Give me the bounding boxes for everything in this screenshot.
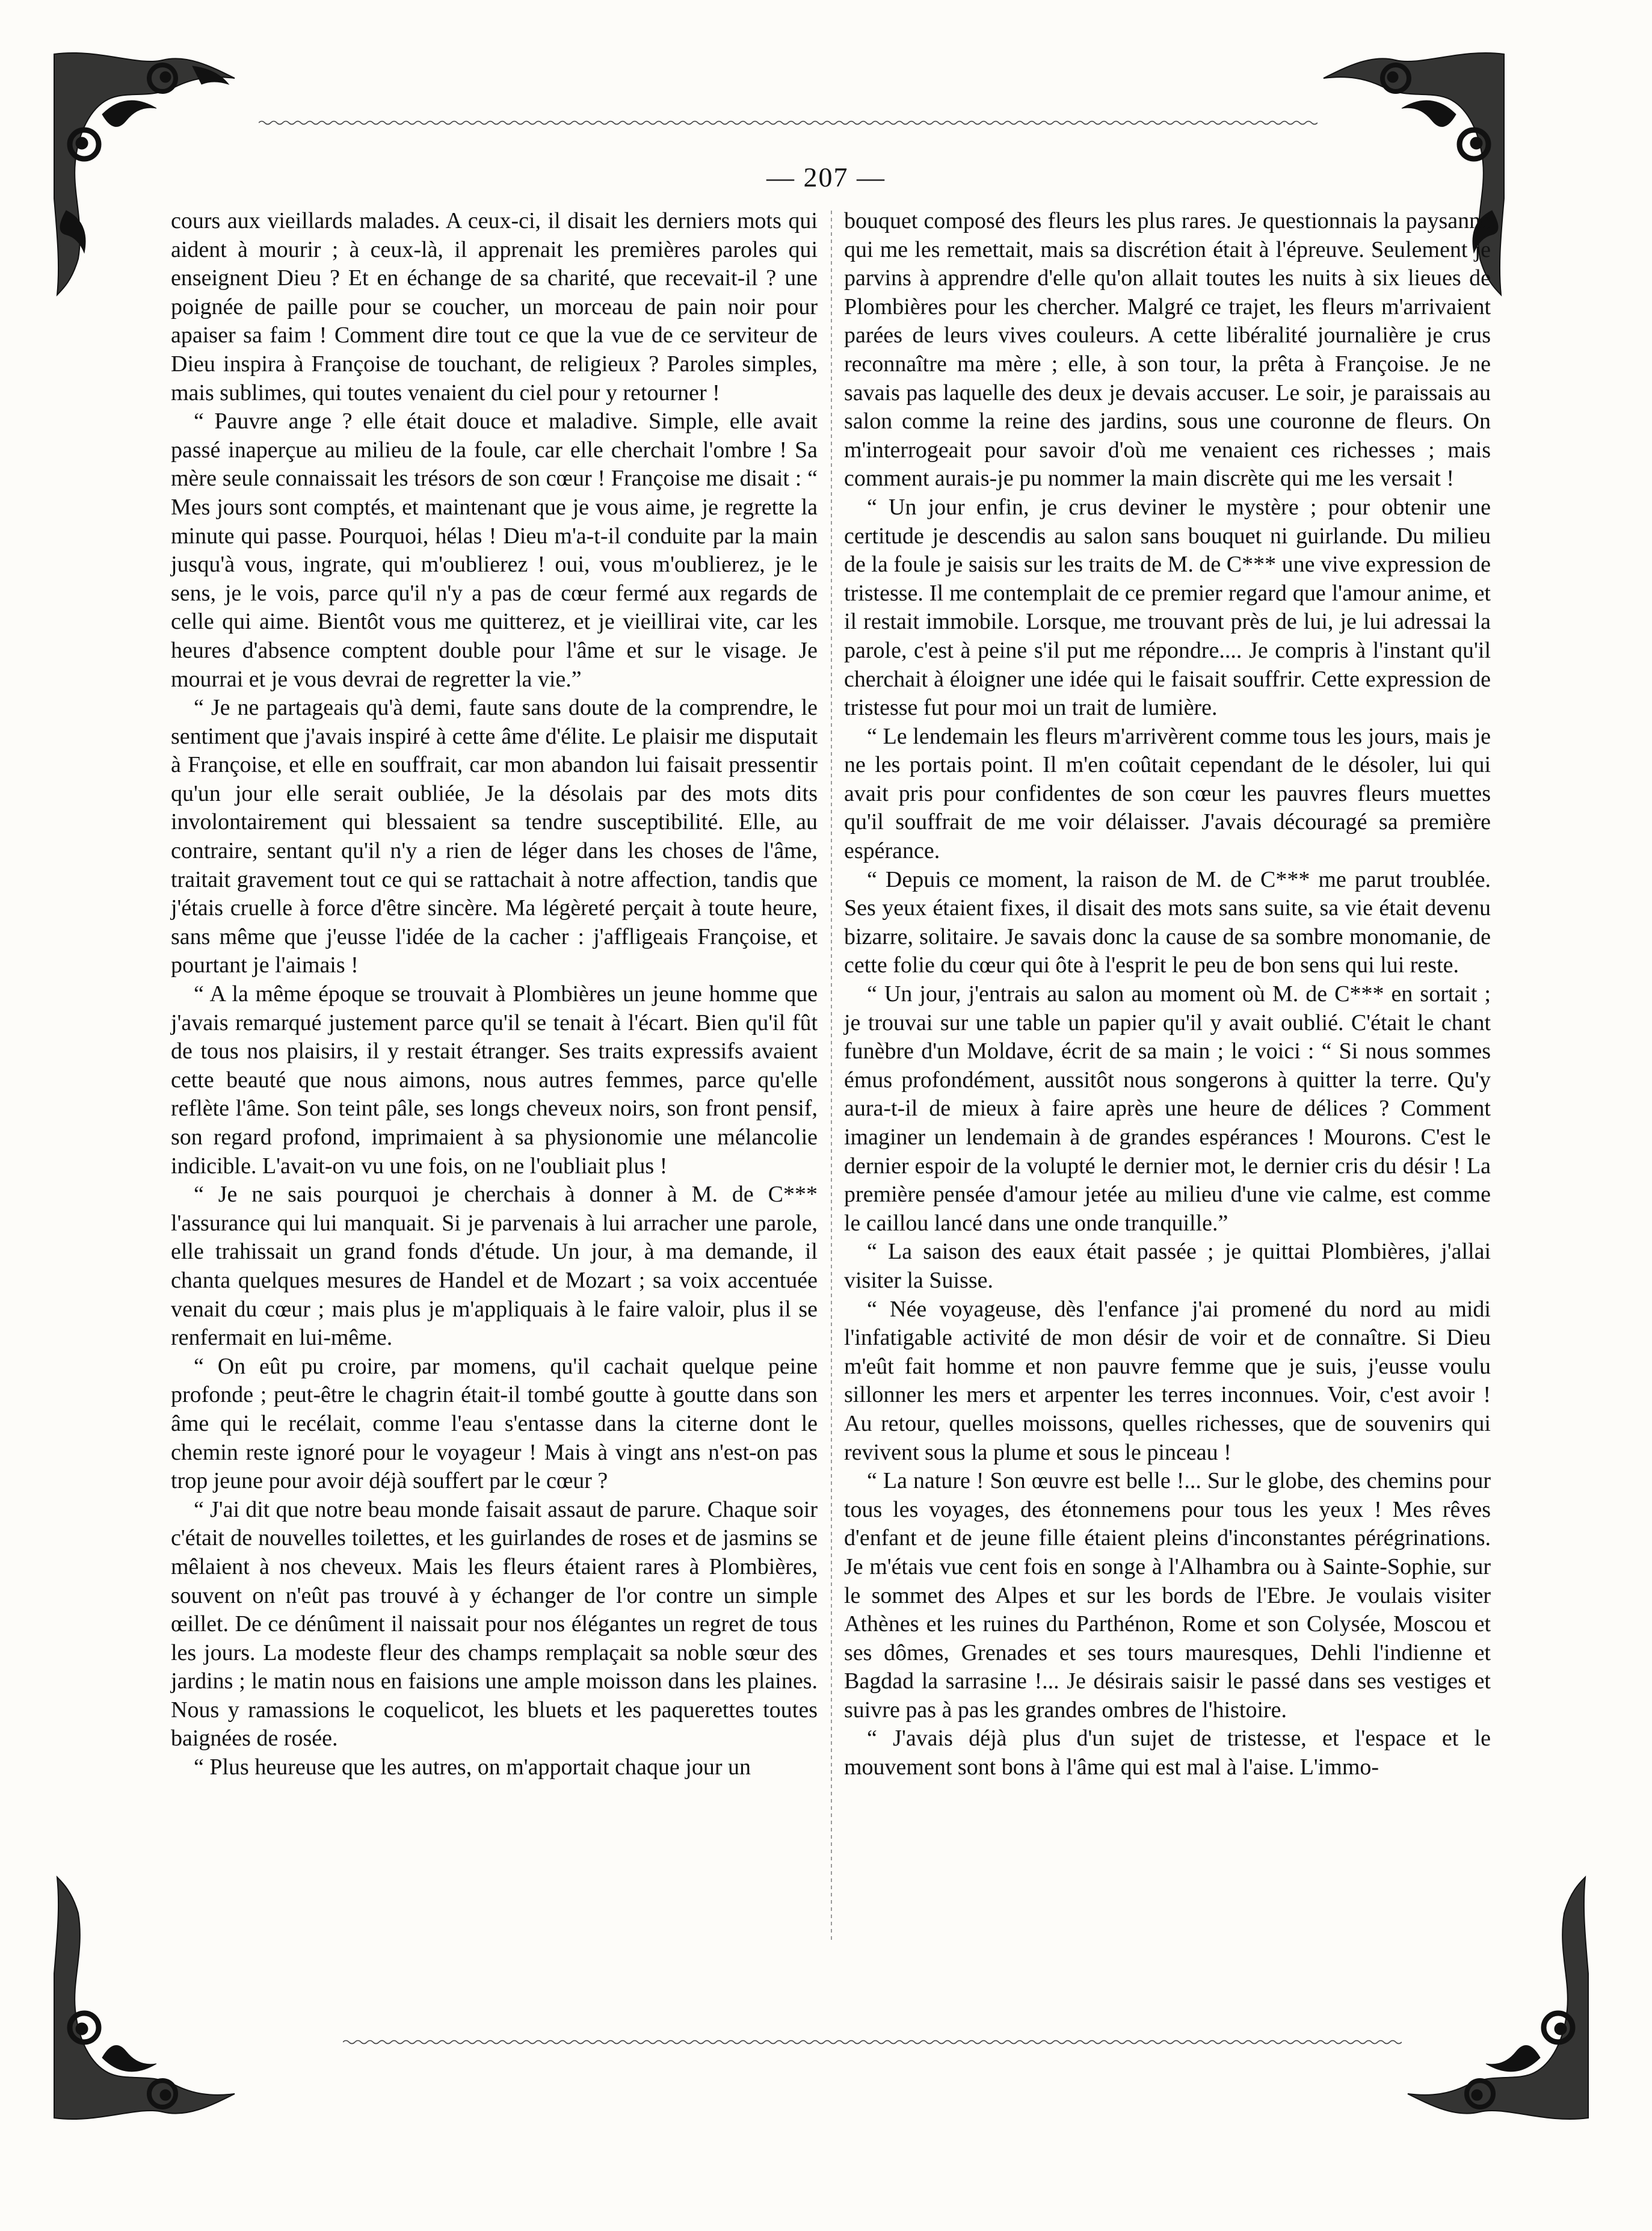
paragraph: “ Plus heureuse que les autres, on m'apportait chaque jour un	[194, 1754, 751, 1780]
paragraph: “ Depuis ce moment, la raison de M. de C*** me parut troublée. Ses yeux étaient fixes, il disait des mots sans suite, sa vie était devenu bizarre, solitaire. Je savais donc la cause de sa sombre monomanie, de cette folie du cœur qui ôte à l'esprit le peu de bon sens qui lui reste.	[844, 866, 1491, 978]
paragraph: bouquet composé des fleurs les plus rares. Je questionnais la paysanne qui me les remettait, mais sa discrétion était à l'épreuve. Seulement je parvins à apprendre d'elle qu'on allait toutes les nuits à six lieues de Plombières pour les chercher. Malgré ce trajet, les fleurs m'arrivaient parées de leurs vives couleurs. A cette libéralité journalière je crus reconnaître ma mère ; elle, à son tour, la prêta à Françoise. Je ne savais pas laquelle des deux je devais accuser. Le soir, je paraissais au salon comme la reine des jardins, sous une couronne de fleurs. On m'interrogeait pour savoir d'où me venaient ces richesses ; mais comment aurais-je pu nommer la main discrète qui me les versait !	[844, 208, 1491, 492]
page-number: — 207 —	[766, 162, 886, 193]
paragraph: “ Le lendemain les fleurs m'arrivèrent comme tous les jours, mais je ne les portais point. Il m'en coûtait cependant de le désoler, lui qui avait pris pour confidentes de son cœur les pauvres fleurs muettes qu'il souffrait de me voir délaisser. J'avais découragé sa première espérance.	[844, 723, 1491, 864]
paragraph: “ La nature ! Son œuvre est belle !... Sur le globe, des chemins pour tous les voyages, des étonnemens pour tous les yeux ! Mes rêves d'enfant et de jeune fille étaient pleins d'inconstantes pérégrinations. Je m'étais vue cent fois en songe à l'Alhambra ou à Sainte-Sophie, sur le sommet des Alpes et sur les bords de l'Ebre. Je voulais visiter Athènes et les ruines du Parthénon, Rome et son Colysée, Moscou et ses dômes, Grenades et ses tours mauresques, Dehli l'indienne et Bagdad la sarrasine !... Je désirais saisir le passé dans ses vestiges et suivre pas à pas les grandes ombres de l'histoire.	[844, 1468, 1491, 1723]
paragraph: “ On eût pu croire, par momens, qu'il cachait quelque peine profonde ; peut-être le chagrin était-il tombé goutte à goutte dans son âme qui le recélait, comme l'eau s'entasse dans la citerne dont le chemin reste ignoré pour le voyageur ! Mais à vingt ans n'est-on pas trop jeune pour avoir déjà souffert par le cœur ?	[171, 1353, 818, 1494]
paragraph: “ La saison des eaux était passée ; je quittai Plombières, j'allai visiter la Suisse.	[844, 1239, 1491, 1293]
paragraph: cours aux vieillards malades. A ceux-ci, il disait les derniers mots qui aident à mourir ; à ceux-là, il apprenait les premières paroles qui enseignent Dieu ? Et en échange de sa charité, que recevait-il ? une poignée de paille pour se coucher, un morceau de pain noir pour apaiser sa faim ! Comment dire tout ce que la vue de ce serviteur de Dieu inspira à Françoise de touchant, de religieux ? Paroles simples, mais sublimes, qui toutes venaient du ciel pour y retourner !	[171, 208, 818, 406]
paragraph: “ Un jour enfin, je crus deviner le mystère ; pour obtenir une certitude je descendis au salon sans bouquet ni guirlande. Du milieu de la foule je saisis sur les traits de M. de C*** une vive expression de tristesse. Il me contemplait de ce premier regard que l'amour anime, et il restait immobile. Lorsque, me trouvant près de lui, je lui adressai la parole, c'est à peine s'il put me répondre.... Je compris à l'instant qu'il cherchait à éloigner une idée qui le faisait souffrir. Cette expression de tristesse fut pour moi un trait de lumière.	[844, 494, 1491, 721]
paragraph: “ Un jour, j'entrais au salon au moment où M. de C*** en sortait ; je trouvai sur une table un papier qu'il y avait oublié. C'était le chant funèbre d'un Moldave, écrit de sa main ; le voici : “ Si nous sommes émus profondément, aussitôt nous songerons à quitter la terre. Qu'y aura-t-il de mieux à faire après une heure de délices ? Comment imaginer un lendemain à de grandes espérances ! Mourons. C'est le dernier espoir de la volupté le dernier mot, le dernier cris du désir ! La première pensée d'amour jetée au milieu d'une vie calme, est comme le caillou lancé dans une onde tranquille.”	[844, 981, 1491, 1236]
paragraph: “ J'ai dit que notre beau monde faisait assaut de parure. Chaque soir c'était de nouvelles toilettes, et les guirlandes de roses et de jasmins se mêlaient à nos cheveux. Mais les fleurs étaient rares à Plombières, souvent on n'eût pas trouvé à y échanger de l'or contre un simple œillet. De ce dénûment il naissait pour nos élégantes un regret de tous les jours. La modeste fleur des champs remplaçait sa noble sœur des jardins ; le matin nous en faisions une ample moisson dans les plaines. Nous y ramassions le coquelicot, les bluets et les paquerettes toutes baignées de rosée.	[171, 1496, 818, 1751]
top-decorative-rule	[259, 119, 1318, 126]
paragraph: “ Je ne partageais qu'à demi, faute sans doute de la comprendre, le sentiment que j'avais inspiré à cette âme d'élite. Le plaisir me disputait à Françoise, et elle en souffrait, car mon abandon lui faisait pressentir qu'un jour elle serait oubliée, Je la désolais par des mots dits involontairement qui blessaient sa tendre susceptibilité. Elle, au contraire, sentant qu'il n'y a rien de léger dans les choses de l'âme, traitait gravement tout ce qui se rattachait à notre affection, tandis que j'étais cruelle à force d'être sincère. Ma légèreté perçait à toute heure, sans même que j'eusse l'idée de la cacher : j'affligeais Françoise, et pourtant je l'aimais !	[171, 695, 818, 978]
paragraph: “ Née voyageuse, dès l'enfance j'ai promené du nord au midi l'infatigable activité de mon désir de voir et de connaître. Si Dieu m'eût fait homme et non pauvre femme que je suis, j'eusse voulu sillonner les mers et arpenter les terres inconnues. Voir, c'est avoir ! Au retour, quelles moissons, quelles richesses, que de souvenirs qui revivent sous la plume et sous le pinceau !	[844, 1296, 1491, 1465]
corner-ornament-bottom-right-icon	[1396, 1871, 1600, 2130]
paragraph: “ Je ne sais pourquoi je cherchais à donner à M. de C*** l'assurance qui lui manquait. Si je parvenais à lui arracher une parole, elle trahissait un grand fonds d'étude. Un jour, à ma demande, il chanta quelques mesures de Handel et de Mozart ; sa voix accentuée venait du cœur ; mais plus je m'appliquais à le faire valoir, plus il se renfermait en lui-même.	[171, 1182, 818, 1351]
bottom-decorative-rule	[343, 2038, 1402, 2046]
paragraph: “ Pauvre ange ? elle était douce et maladive. Simple, elle avait passé inaperçue au milieu de la foule, car elle cherchait l'ombre ! Sa mère seule connaissait les trésors de son cœur ! Françoise me disait : “ Mes jours sont comptés, et maintenant que je vous aime, je regrette la minute qui passe. Pourquoi, hélas ! Dieu m'a-t-il conduite par la main jusqu'à vous, ingrate, qui m'oublierez ! oui, vous m'oublierez, je le sens, je le vois, parce qu'il n'y a pas de cœur fermé aux regards de celle qui aime. Bientôt vous me quitterez, et je vieillirai vite, car les heures d'absence comptent double pour l'âme et sur le visage. Je mourrai et je vous devrai de regretter la vie.”	[171, 409, 818, 692]
column-divider	[831, 211, 832, 1943]
corner-ornament-bottom-left-icon	[42, 1871, 247, 2130]
left-column	[171, 207, 818, 1782]
right-column	[844, 207, 1491, 1782]
paragraph: “ J'avais déjà plus d'un sujet de tristesse, et l'espace et le mouvement sont bons à l'âme qui est mal à l'aise. L'immo-	[844, 1726, 1491, 1780]
paragraph: “ A la même époque se trouvait à Plombières un jeune homme que j'avais remarqué justement parce qu'il se tenait à l'écart. Bien qu'il fût de tous nos plaisirs, il y restait étranger. Ses traits expressifs avaient cette beauté que nous aimons, nous autres femmes, parce qu'elle reflète l'âme. Son teint pâle, ses longs cheveux noirs, son front pensif, son regard profond, imprimaient à sa physionomie une mélancolie indicible. L'avait-on vu une fois, on ne l'oubliait plus !	[171, 981, 818, 1179]
